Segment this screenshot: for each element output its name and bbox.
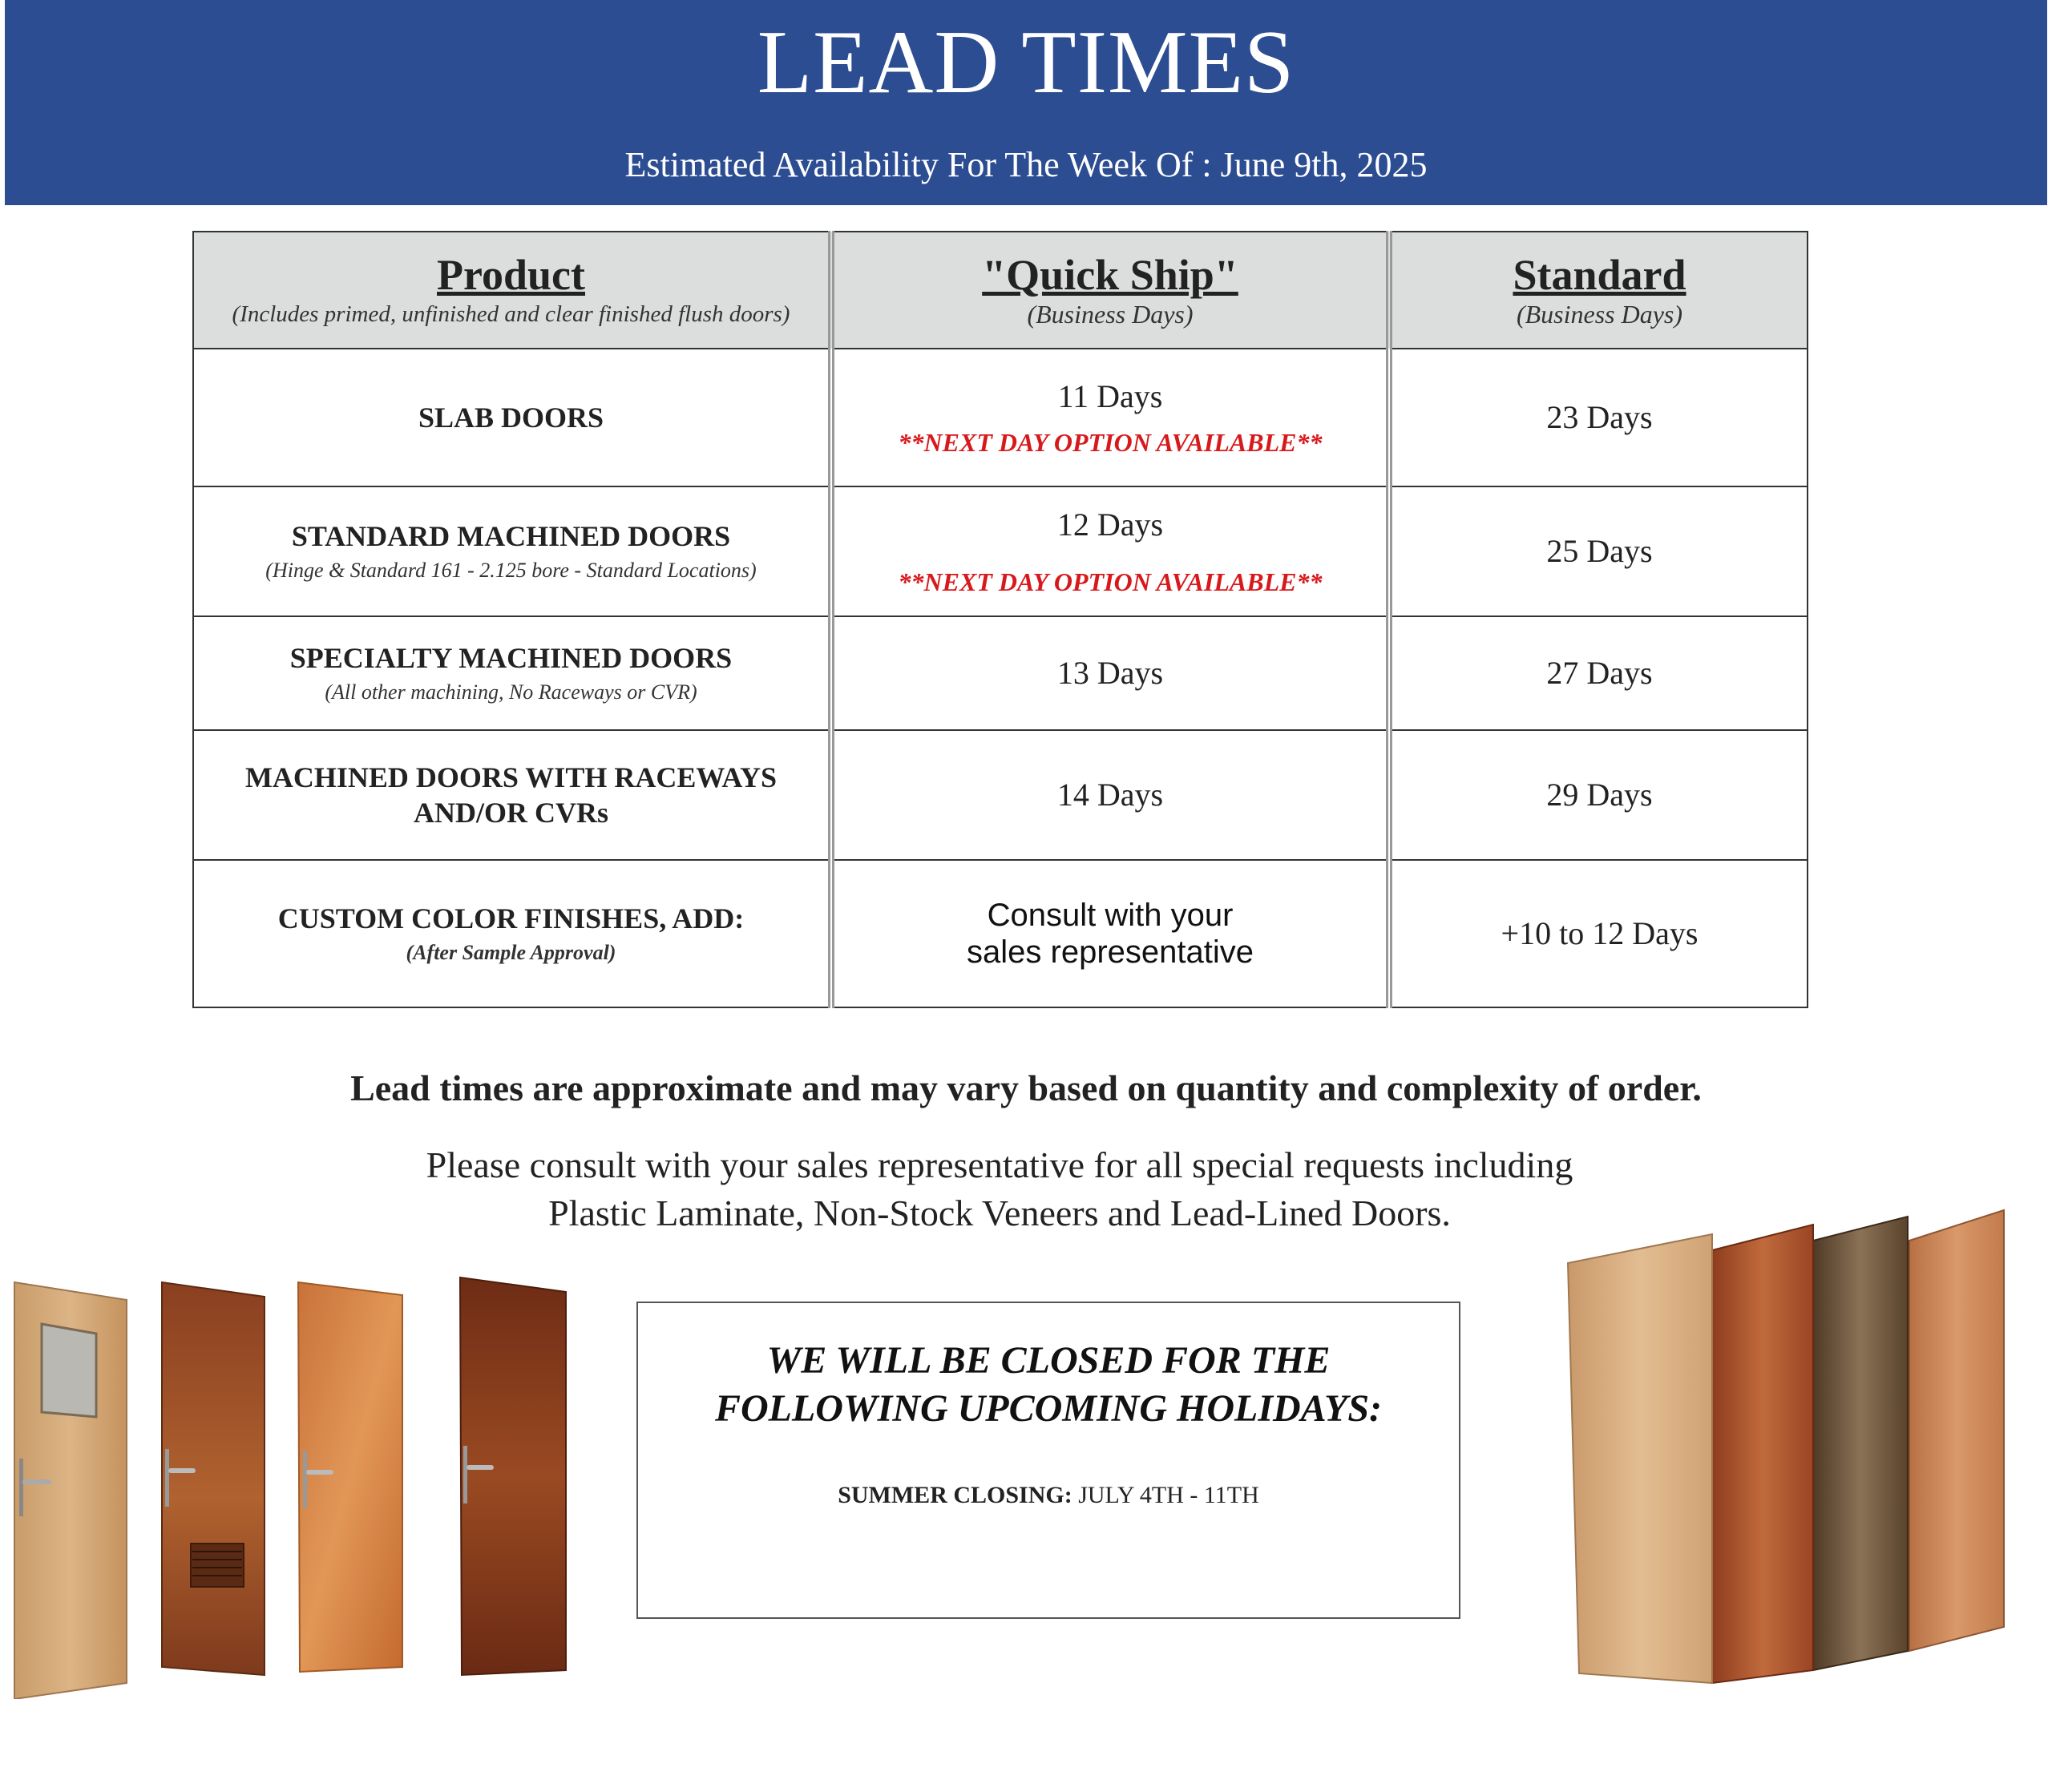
left-doors-illustration	[0, 1250, 593, 1699]
quick-ship-days: 14 Days	[1056, 777, 1164, 813]
quick-ship-header-title: "Quick Ship"	[982, 251, 1238, 299]
table-row	[193, 730, 1808, 860]
holiday-heading	[638, 1337, 1459, 1433]
walnut-panel-icon	[1813, 1217, 1908, 1670]
approximate-note: Lead times are approximate and may vary based on quantity and complexity of order.	[350, 1068, 1702, 1108]
red-oak-panel-icon	[1909, 1210, 2004, 1651]
table-row	[193, 486, 1808, 616]
standard-cell	[1389, 860, 1808, 1007]
product-note: (After Sample Approval)	[406, 941, 616, 964]
mahogany-door-icon	[460, 1277, 566, 1675]
light-oak-panel-icon	[1568, 1234, 1712, 1683]
product-header-note: (Includes primed, unfinished and clear finished flush doors)	[232, 301, 790, 327]
lead-times-table	[192, 231, 1808, 1008]
table-row	[193, 616, 1808, 730]
quick-ship-days: 13 Days	[1056, 655, 1164, 691]
cherry-door-with-louver-icon	[162, 1282, 265, 1675]
standard-header-title: Standard	[1513, 251, 1686, 299]
product-cell	[193, 730, 831, 860]
standard-cell	[1389, 486, 1808, 616]
holiday-notice	[636, 1302, 1460, 1619]
standard-cell	[1389, 730, 1808, 860]
summer-closing	[638, 1479, 1459, 1511]
standard-days: +10 to 12 Days	[1501, 915, 1699, 951]
standard-days: 29 Days	[1546, 777, 1653, 813]
standard-column-header	[1389, 232, 1808, 349]
product-cell	[193, 349, 831, 486]
cherry-panel-icon	[1712, 1225, 1813, 1683]
maple-door-icon	[298, 1282, 402, 1672]
consult-line-1: Consult with your	[987, 898, 1234, 933]
product-cell	[193, 860, 831, 1007]
standard-header-note: (Business Days)	[1516, 300, 1683, 329]
product-column-header	[193, 232, 831, 349]
product-name: SPECIALTY MACHINED DOORS	[289, 642, 733, 674]
quick-ship-cell	[831, 616, 1389, 730]
quick-ship-column-header	[831, 232, 1389, 349]
product-cell	[193, 486, 831, 616]
product-name-line2: AND/OR CVRs	[414, 797, 608, 829]
page-title: LEAD TIMES	[757, 13, 1295, 112]
availability-date: Estimated Availability For The Week Of : June 9th, 2025	[624, 145, 1428, 184]
quick-ship-cell	[831, 486, 1389, 616]
product-name: CUSTOM COLOR FINISHES, ADD:	[277, 902, 745, 934]
table-header-row	[193, 232, 1808, 349]
quick-ship-days: 11 Days	[1057, 378, 1163, 414]
special-requests-line-2: Plastic Laminate, Non-Stock Veneers and Lead-Lined Doors.	[548, 1193, 1451, 1233]
quick-ship-cell	[831, 349, 1389, 486]
holiday-heading-line-2: FOLLOWING UPCOMING HOLIDAYS:	[714, 1387, 1383, 1430]
product-name: MACHINED DOORS WITH RACEWAYS	[244, 761, 778, 793]
next-day-option: **NEXT DAY OPTION AVAILABLE**	[898, 567, 1323, 596]
table-row	[193, 860, 1808, 1007]
product-note: (Hinge & Standard 161 - 2.125 bore - Standard Locations)	[265, 559, 757, 582]
product-name: SLAB DOORS	[418, 402, 604, 434]
product-cell	[193, 616, 831, 730]
product-header-title: Product	[437, 251, 585, 299]
oak-door-with-window-icon	[14, 1282, 127, 1699]
standard-days: 25 Days	[1546, 533, 1653, 569]
quick-ship-header-note: (Business Days)	[1027, 300, 1194, 329]
header-banner	[5, 0, 2047, 205]
quick-ship-cell	[831, 860, 1389, 1007]
standard-cell	[1389, 616, 1808, 730]
holiday-heading-line-1: WE WILL BE CLOSED FOR THE	[766, 1339, 1331, 1382]
quick-ship-cell	[831, 730, 1389, 860]
standard-cell	[1389, 349, 1808, 486]
summer-closing-label: SUMMER CLOSING:	[838, 1482, 1072, 1508]
summer-closing-dates: JULY 4TH - 11TH	[1072, 1482, 1259, 1508]
next-day-option: **NEXT DAY OPTION AVAILABLE**	[898, 428, 1323, 457]
product-note: (All other machining, No Raceways or CVR)	[325, 680, 697, 704]
right-panels-illustration	[1555, 1202, 2012, 1699]
standard-days: 23 Days	[1546, 399, 1653, 435]
consult-line-2: sales representative	[967, 934, 1254, 970]
standard-days: 27 Days	[1546, 655, 1653, 691]
special-requests-line-1: Please consult with your sales representative for all special requests including	[426, 1144, 1573, 1185]
table-row	[193, 349, 1808, 486]
quick-ship-days: 12 Days	[1056, 507, 1164, 543]
product-name: STANDARD MACHINED DOORS	[291, 520, 731, 552]
